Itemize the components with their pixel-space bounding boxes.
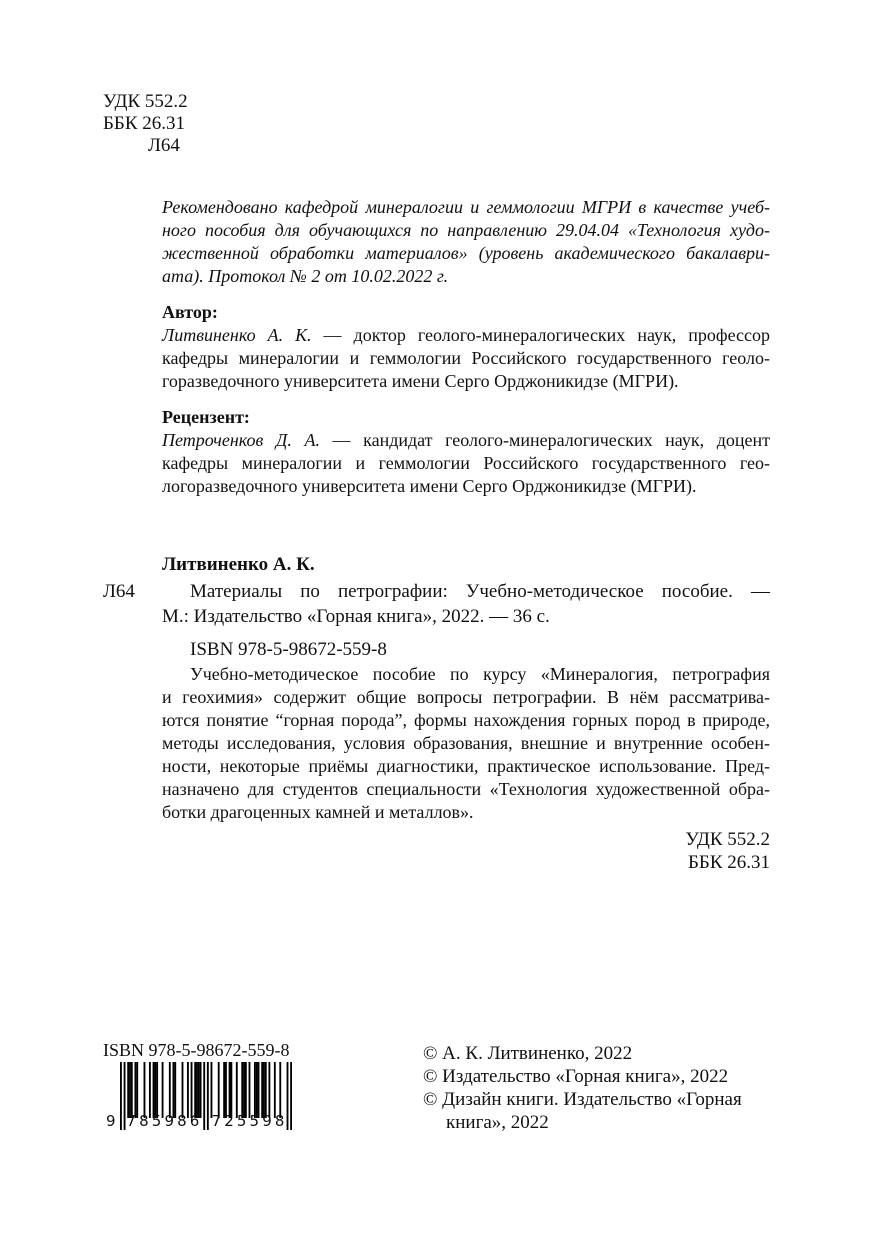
barcode-bar xyxy=(225,1062,227,1118)
barcode-digit: 6 xyxy=(189,1112,200,1130)
barcode-bar xyxy=(243,1062,245,1118)
recommendation-line: ата). Протокол № 2 от 10.02.2022 г. xyxy=(162,266,449,286)
barcode-bar xyxy=(241,1062,243,1118)
barcode-bar xyxy=(134,1062,136,1118)
barcode-bar xyxy=(229,1062,231,1118)
barcode-digit: 9 xyxy=(164,1112,175,1130)
barcode-bar xyxy=(153,1062,155,1118)
biblio-udk: УДК 552.2 xyxy=(685,829,770,850)
recommendation-line: Рекомендовано кафедрой минералогии и геммологии МГРИ в качестве учеб- xyxy=(162,197,770,217)
barcode-bar xyxy=(263,1062,265,1118)
barcode-bar xyxy=(256,1062,258,1118)
author-heading: Автор: xyxy=(162,302,218,322)
barcode-digit: 7 xyxy=(211,1112,222,1130)
udk-code: УДК 552.2 xyxy=(103,91,188,112)
biblio-isbn: ISBN 978-5-98672-559-8 xyxy=(190,639,387,660)
barcode-bar xyxy=(211,1062,213,1118)
reviewer-heading: Рецензент: xyxy=(162,407,250,427)
barcode-bar xyxy=(131,1062,133,1118)
barcode-bar xyxy=(191,1062,193,1118)
barcode-digit: 2 xyxy=(224,1112,234,1130)
barcode-bar xyxy=(182,1062,184,1118)
barcode-bar xyxy=(198,1062,200,1118)
abstract-line: назначено для студентов специальности «Технология художественной обра- xyxy=(162,779,770,799)
barcode-bar xyxy=(144,1062,146,1118)
barcode-bar xyxy=(154,1062,156,1118)
author-line xyxy=(162,323,770,347)
barcode-isbn-label: ISBN 978-5-98672-559-8 xyxy=(103,1040,290,1060)
barcode-bar xyxy=(245,1062,247,1118)
reviewer-line: кафедры минералогии и геммологии Российского государственного гео- xyxy=(162,453,770,473)
copyright-line: книга», 2022 xyxy=(446,1112,549,1133)
barcode-digit: 5 xyxy=(151,1112,162,1130)
barcode-bar xyxy=(223,1062,225,1118)
biblio-bbk: ББК 26.31 xyxy=(688,852,770,873)
recommendation-line: жественной обработки материалов» (уровень академического бакалаври- xyxy=(162,243,770,263)
barcode-bar xyxy=(258,1062,260,1118)
copyright-line: © А. К. Литвиненко, 2022 xyxy=(423,1043,633,1064)
barcode-bar xyxy=(268,1062,270,1118)
barcode-bar xyxy=(120,1062,122,1130)
barcode-bar xyxy=(194,1062,196,1118)
author-description: — доктор геолого-минералогических наук, профессор xyxy=(311,325,770,345)
barcode-bar xyxy=(156,1062,158,1118)
barcode-bar xyxy=(236,1062,238,1118)
barcode-bar xyxy=(279,1062,281,1118)
barcode-bar xyxy=(203,1062,205,1130)
barcode-bar xyxy=(261,1062,263,1118)
abstract-line: методы исследования, условия образования, внешние и внутренние особен- xyxy=(162,733,770,753)
barcode-bar xyxy=(254,1062,256,1118)
barcode-bar xyxy=(174,1062,176,1118)
barcode-digit: 8 xyxy=(274,1112,285,1130)
barcode-digit: 8 xyxy=(177,1112,187,1130)
biblio-author: Литвиненко А. К. xyxy=(162,554,315,575)
abstract-line: Учебно-методическое пособие по курсу «Минералогия, петрография xyxy=(190,664,770,684)
reviewer-line: логоразведочного университета имени Серго Орджоникидзе (МГРИ). xyxy=(162,476,697,496)
author-sign: Л64 xyxy=(148,135,180,156)
reviewer-description: — кандидат геолого-минералогических наук, доцент xyxy=(319,430,770,450)
abstract-line: ности, некоторые приёмы диагностики, практическое использование. Пред- xyxy=(162,756,770,776)
barcode-digit: 5 xyxy=(236,1112,247,1130)
barcode-digit: 5 xyxy=(249,1112,260,1130)
barcode-bar xyxy=(274,1062,276,1118)
barcode-bar xyxy=(287,1062,289,1130)
abstract-line: ботки драгоценных камней и металлов». xyxy=(162,802,474,822)
barcode-digit: 8 xyxy=(139,1112,149,1130)
reviewer-line xyxy=(162,428,770,452)
copyright-line: © Издательство «Горная книга», 2022 xyxy=(423,1066,729,1087)
abstract-line: и геохимия» содержит общие вопросы петрографии. В нём рассматрива- xyxy=(162,687,770,707)
barcode-bar xyxy=(127,1062,129,1118)
barcode-bar xyxy=(230,1062,232,1118)
barcode-bar xyxy=(124,1062,126,1130)
barcode-bar xyxy=(129,1062,131,1118)
reviewer-name: Петроченков Д. А. xyxy=(162,430,320,450)
barcode-bar xyxy=(136,1062,138,1118)
barcode-bar xyxy=(169,1062,171,1118)
recommendation-line: ного пособия для обучающихся по направлению 29.04.04 «Технология худо- xyxy=(162,220,770,240)
barcode-bar xyxy=(162,1062,164,1118)
copyright-line: © Дизайн книги. Издательство «Горная xyxy=(423,1089,742,1110)
abstract-line: ются понятие “горная порода”, формы нахождения горных пород в природе, xyxy=(162,710,770,730)
barcode-bar xyxy=(265,1062,267,1118)
author-line: кафедры минералогии и геммологии Российского государственного геоло- xyxy=(162,348,770,368)
biblio-publisher: М.: Издательство «Горная книга», 2022. — 36 с. xyxy=(162,606,550,627)
barcode-digit: 9 xyxy=(262,1112,272,1130)
barcode-bar xyxy=(173,1062,175,1118)
author-line: горазведочного университета имени Серго Орджоникидзе (МГРИ). xyxy=(162,371,679,391)
biblio-title: Материалы по петрографии: Учебно-методическое пособие. — xyxy=(190,581,770,602)
barcode-bar xyxy=(207,1062,209,1130)
barcode-bar xyxy=(218,1062,220,1118)
barcode-bar xyxy=(187,1062,189,1118)
bbk-code: ББК 26.31 xyxy=(103,113,185,134)
barcode-bar xyxy=(200,1062,202,1118)
author-name: Литвиненко А. К. xyxy=(162,325,312,345)
barcode-bar xyxy=(149,1062,151,1118)
barcode-digit: 7 xyxy=(126,1112,136,1130)
barcode-bar xyxy=(249,1062,251,1118)
biblio-code: Л64 xyxy=(103,581,135,602)
barcode-first-digit: 9 xyxy=(106,1112,116,1130)
barcode-bar xyxy=(196,1062,198,1118)
barcode-bar xyxy=(290,1062,292,1130)
